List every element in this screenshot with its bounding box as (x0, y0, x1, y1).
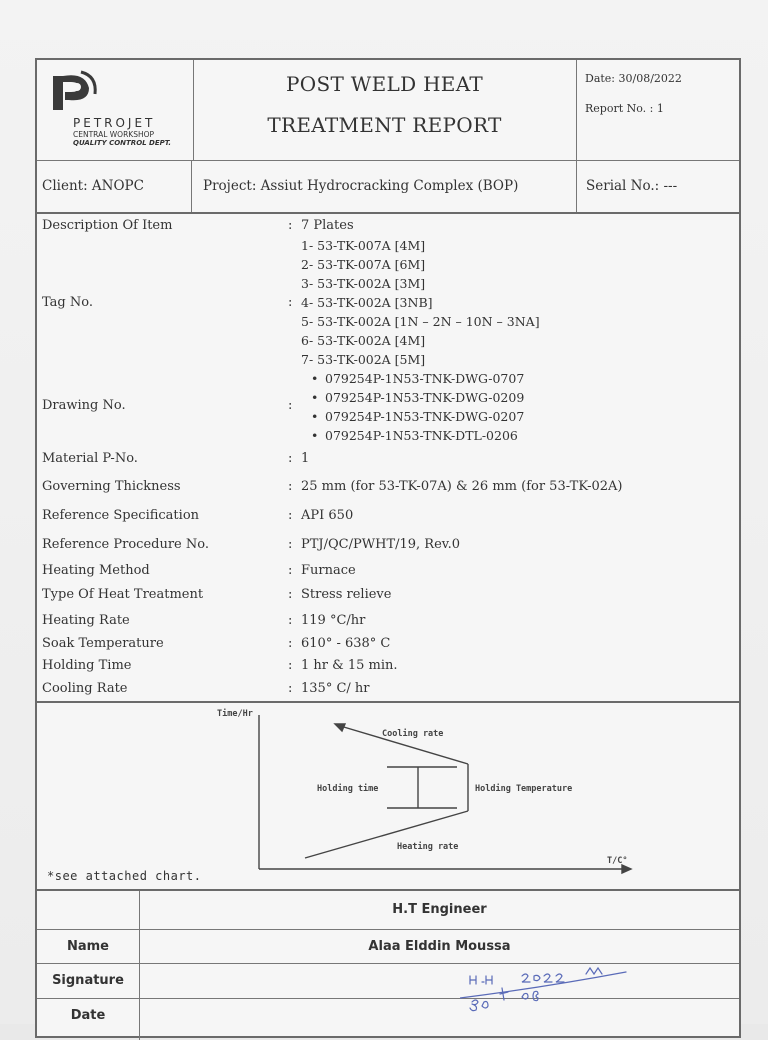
treatment-type-label: Type Of Heat Treatment (42, 587, 204, 602)
soak-temperature-value: 610° - 638° C (301, 636, 391, 651)
description-label: Description Of Item (42, 218, 173, 233)
signoff-corner (37, 891, 140, 929)
colon: : (288, 295, 293, 310)
pwht-cycle-sketch (37, 703, 739, 889)
tag-item: 5- 53-TK-002A [1N – 2N – 10N – 3NA] (301, 314, 540, 329)
y-axis-label: Time/Hr (217, 709, 253, 719)
colon: : (288, 398, 293, 413)
drawing-item: • 079254P-1N53-TNK-DWG-0707 (325, 371, 524, 386)
soak-temperature-label: Soak Temperature (42, 636, 164, 651)
treatment-type-value: Stress relieve (301, 587, 392, 602)
colon: : (288, 479, 293, 494)
thickness-value: 25 mm (for 53-TK-07A) & 26 mm (for 53-TK-02A) (301, 479, 623, 494)
signature-row (37, 964, 739, 999)
heating-rate-label: Heating Rate (42, 613, 130, 628)
procedure-label: Reference Procedure No. (42, 537, 209, 552)
colon: : (288, 681, 293, 696)
signature-label: Signature (37, 964, 140, 998)
signoff-table (37, 891, 739, 1040)
report-header (37, 60, 739, 161)
client-row (37, 160, 739, 214)
tag-label: Tag No. (42, 295, 93, 310)
report-document (35, 58, 741, 1038)
date-label: Date (37, 999, 140, 1040)
specification-value: API 650 (301, 508, 354, 523)
thickness-label: Governing Thickness (42, 479, 181, 494)
report-info-cell (577, 60, 739, 160)
material-value: 1 (301, 451, 310, 466)
tag-item: 7- 53-TK-002A [5M] (301, 352, 426, 367)
drawing-label: Drawing No. (42, 398, 126, 413)
procedure-value: PTJ/QC/PWHT/19, Rev.0 (301, 537, 460, 552)
colon: : (288, 218, 293, 233)
tag-item: 6- 53-TK-002A [4M] (301, 333, 426, 348)
x-axis-arrow (622, 865, 631, 873)
colon: : (288, 537, 293, 552)
holding-time-label: Holding Time (42, 658, 132, 673)
date-field (140, 999, 739, 1040)
colon: : (288, 563, 293, 578)
client-field: Client: ANOPC (37, 160, 192, 212)
tag-item: 3- 53-TK-002A [3M] (301, 276, 426, 291)
cooling-rate-label: Cooling Rate (42, 681, 128, 696)
tag-item: 2- 53-TK-007A [6M] (301, 257, 426, 272)
petrojet-logo-icon (51, 70, 101, 116)
engineer-role: H.T Engineer (392, 902, 487, 917)
description-value: 7 Plates (301, 218, 354, 233)
cooling-arrow (335, 724, 345, 731)
colon: : (288, 613, 293, 628)
holding-time-value: 1 hr & 15 min. (301, 658, 398, 673)
colon: : (288, 636, 293, 651)
holding-time-label: Holding time (317, 784, 379, 794)
colon: : (288, 451, 293, 466)
material-label: Material P-No. (42, 451, 138, 466)
report-title-line1: POST WELD HEAT (285, 72, 483, 96)
brand-subtitle: CENTRAL WORKSHOP (73, 130, 155, 139)
details-section (37, 214, 739, 703)
pwht-cycle-diagram (37, 703, 739, 891)
date-row (37, 999, 739, 1040)
name-row (37, 930, 739, 964)
title-cell (193, 60, 577, 160)
serial-field: Serial No.: --- (586, 178, 678, 194)
cooling-rate-label: Cooling rate (382, 729, 444, 739)
brand-name: PETROJET (73, 116, 156, 130)
brand-department: QUALITY CONTROL DEPT. (73, 139, 172, 147)
colon: : (288, 587, 293, 602)
signoff-header-row (37, 891, 739, 930)
attached-chart-note: *see attached chart. (47, 869, 202, 883)
colon: : (288, 508, 293, 523)
x-axis-label: T/C° (607, 856, 628, 866)
tag-item: 4- 53-TK-002A [3NB] (301, 295, 433, 310)
cooling-rate-value: 135° C/ hr (301, 681, 370, 696)
signature-field (140, 964, 739, 998)
specification-label: Reference Specification (42, 508, 200, 523)
report-date: Date: 30/08/2022 (585, 72, 682, 85)
report-title-line2: TREATMENT REPORT (267, 113, 502, 137)
engineer-name: Alaa Elddin Moussa (368, 939, 511, 954)
heating-method-label: Heating Method (42, 563, 150, 578)
drawing-item: • 079254P-1N53-TNK-DTL-0206 (325, 428, 518, 443)
holding-temperature-label: Holding Temperature (475, 784, 573, 794)
drawing-item: • 079254P-1N53-TNK-DWG-0209 (325, 390, 524, 405)
report-number: Report No. : 1 (585, 102, 664, 115)
tag-item: 1- 53-TK-007A [4M] (301, 238, 426, 253)
drawing-item: • 079254P-1N53-TNK-DWG-0207 (325, 409, 524, 424)
heating-rate-label: Heating rate (397, 842, 459, 852)
project-field: Project: Assiut Hydrocracking Complex (BOP) (193, 160, 577, 212)
logo-cell (37, 60, 194, 160)
heating-method-value: Furnace (301, 563, 356, 578)
name-label: Name (37, 930, 140, 963)
heating-rate-value: 119 °C/hr (301, 613, 366, 628)
colon: : (288, 658, 293, 673)
